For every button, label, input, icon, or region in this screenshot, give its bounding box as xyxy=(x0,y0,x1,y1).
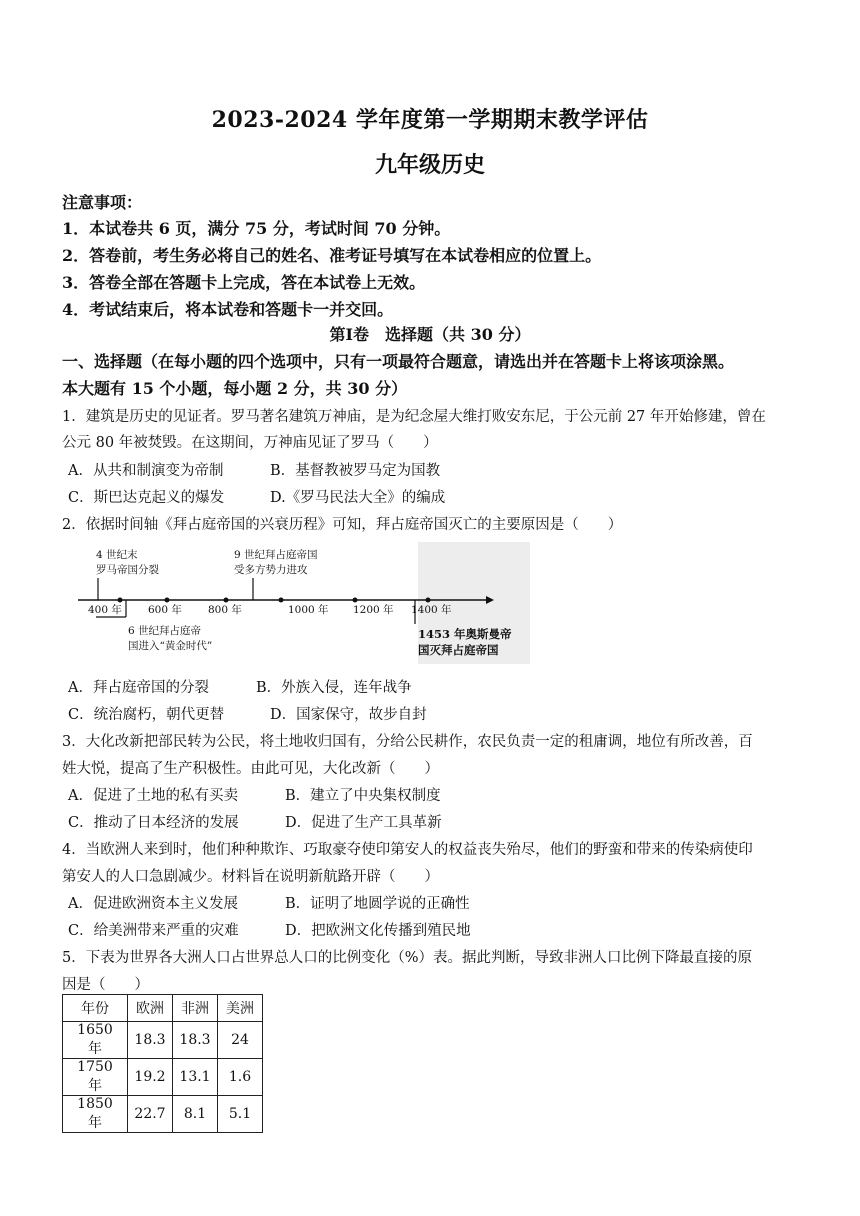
timeline-tick-label: 1400 年 xyxy=(411,604,452,616)
question-2-option-c[interactable]: C．统治腐朽，朝代更替 xyxy=(68,707,225,723)
section-instruction: 一、选择题（在每小题的四个选项中，只有一项最符合题意，请选出并在答题卡上将该项涂黑。 xyxy=(62,352,735,371)
table-cell: 1750 年 xyxy=(63,1059,128,1096)
timeline-dot xyxy=(224,598,229,603)
notice-heading: 注意事项： xyxy=(62,193,143,212)
table-row xyxy=(63,1096,263,1133)
exam-title: 2023-2024 学年度第一学期期末教学评估 xyxy=(211,107,649,133)
question-3-text: 姓大悦，提高了生产积极性。由此可见，大化改新（ ） xyxy=(62,761,439,777)
timeline-dot xyxy=(353,598,358,603)
table-header-cell: 美洲 xyxy=(218,995,263,1022)
question-4-option-d[interactable]: D．把欧洲文化传播到殖民地 xyxy=(285,923,471,939)
section-instruction: 本大题有 15 个小题，每小题 2 分，共 30 分） xyxy=(62,379,408,398)
table-row xyxy=(63,1022,263,1059)
table-cell: 18.3 xyxy=(173,1022,218,1059)
table-header-row xyxy=(63,995,263,1022)
population-table xyxy=(62,994,263,1133)
timeline-dot xyxy=(426,598,431,603)
question-4-option-b[interactable]: B．证明了地圆学说的正确性 xyxy=(285,896,470,912)
question-3-option-b[interactable]: B．建立了中央集权制度 xyxy=(285,788,441,804)
table-header-cell: 年份 xyxy=(63,995,128,1022)
question-2-option-a[interactable]: A．拜占庭帝国的分裂 xyxy=(68,680,209,696)
question-1-option-a[interactable]: A．从共和制演变为帝制 xyxy=(68,463,224,479)
table-header-cell: 非洲 xyxy=(173,995,218,1022)
notice-item: 4．考试结束后，将本试卷和答题卡一并交回。 xyxy=(62,300,394,319)
timeline-dot xyxy=(279,598,284,603)
table-cell: 8.1 xyxy=(173,1096,218,1133)
notice-item: 3．答卷全部在答题卡上完成，答在本试卷上无效。 xyxy=(62,273,426,292)
timeline-event-label: 1453 年奥斯曼帝 xyxy=(418,627,512,641)
question-3-text: 3．大化改新把部民转为公民，将土地收归国有，分给公民耕作，农民负责一定的租庸调，地位有所改善，百 xyxy=(62,734,753,750)
question-1-text: 公元 80 年被焚毁。在这期间，万神庙见证了罗马（ ） xyxy=(62,435,438,451)
table-header-cell: 欧洲 xyxy=(128,995,173,1022)
table-cell: 24 xyxy=(218,1022,263,1059)
timeline-event-label: 国灭拜占庭帝国 xyxy=(418,643,499,657)
timeline-event-label: 9 世纪拜占庭帝国 xyxy=(234,549,318,561)
table-cell: 1650 年 xyxy=(63,1022,128,1059)
timeline-event-label: 国进入“黄金时代” xyxy=(128,640,213,652)
question-2-option-b[interactable]: B．外族入侵，连年战争 xyxy=(256,680,412,696)
table-cell: 5.1 xyxy=(218,1096,263,1133)
question-3-option-c[interactable]: C．推动了日本经济的发展 xyxy=(68,815,239,831)
timeline-event-label: 受多方势力进攻 xyxy=(234,564,308,576)
question-4-text: 4．当欧洲人来到时，他们种种欺诈、巧取豪夺使印第安人的权益丧失殆尽，他们的野蛮和带来的传染病使印 xyxy=(62,842,753,858)
timeline-event-label: 6 世纪拜占庭帝 xyxy=(128,625,202,637)
table-cell: 1.6 xyxy=(218,1059,263,1096)
timeline-tick-label: 1200 年 xyxy=(353,604,394,616)
question-2-text: 2．依据时间轴《拜占庭帝国的兴衰历程》可知，拜占庭帝国灭亡的主要原因是（ ） xyxy=(62,517,623,533)
timeline-tick-label: 1000 年 xyxy=(288,604,329,616)
timeline-dot xyxy=(165,598,170,603)
table-cell: 1850 年 xyxy=(63,1096,128,1133)
question-4-text: 第安人的人口急剧减少。材料旨在说明新航路开辟（ ） xyxy=(62,869,439,885)
question-1-text: 1．建筑是历史的见证者。罗马著名建筑万神庙，是为纪念屋大维打败安东尼，于公元前 27 年开始修建，曾在 xyxy=(62,409,766,425)
question-4-option-c[interactable]: C．给美洲带来严重的灾难 xyxy=(68,923,239,939)
part-title: 第Ⅰ卷 选择题（共 30 分） xyxy=(329,325,531,344)
question-5-text: 因是（ ） xyxy=(62,977,149,993)
timeline-dot xyxy=(118,598,123,603)
notice-item: 1．本试卷共 6 页，满分 75 分，考试时间 70 分钟。 xyxy=(62,219,451,238)
timeline-tick-label: 800 年 xyxy=(208,604,242,616)
question-4-option-a[interactable]: A．促进欧洲资本主义发展 xyxy=(68,896,238,912)
question-1-option-c[interactable]: C．斯巴达克起义的爆发 xyxy=(68,490,225,506)
timeline-tick-label: 600 年 xyxy=(148,604,182,616)
question-1-option-b[interactable]: B．基督教被罗马定为国教 xyxy=(270,463,441,479)
question-2-option-d[interactable]: D．国家保守，故步自封 xyxy=(270,707,427,723)
timeline-event-label: 罗马帝国分裂 xyxy=(96,564,159,576)
timeline-event-label: 4 世纪末 xyxy=(96,549,138,561)
table-cell: 18.3 xyxy=(128,1022,173,1059)
table-cell: 19.2 xyxy=(128,1059,173,1096)
table-cell: 13.1 xyxy=(173,1059,218,1096)
question-5-text: 5．下表为世界各大洲人口占世界总人口的比例变化（%）表。据此判断，导致非洲人口比例下降最直接的原 xyxy=(62,950,752,966)
exam-subtitle: 九年级历史 xyxy=(374,152,485,178)
question-3-option-a[interactable]: A．促进了土地的私有买卖 xyxy=(68,788,238,804)
question-3-option-d[interactable]: D．促进了生产工具革新 xyxy=(285,815,442,831)
notice-item: 2．答卷前，考生务必将自己的姓名、准考证号填写在本试卷相应的位置上。 xyxy=(62,246,602,265)
table-cell: 22.7 xyxy=(128,1096,173,1133)
timeline-tick-label: 400 年 xyxy=(88,604,122,616)
table-row xyxy=(63,1059,263,1096)
byzantine-timeline xyxy=(78,542,530,664)
question-1-option-d[interactable]: D.《罗马民法大全》的编成 xyxy=(270,490,446,506)
